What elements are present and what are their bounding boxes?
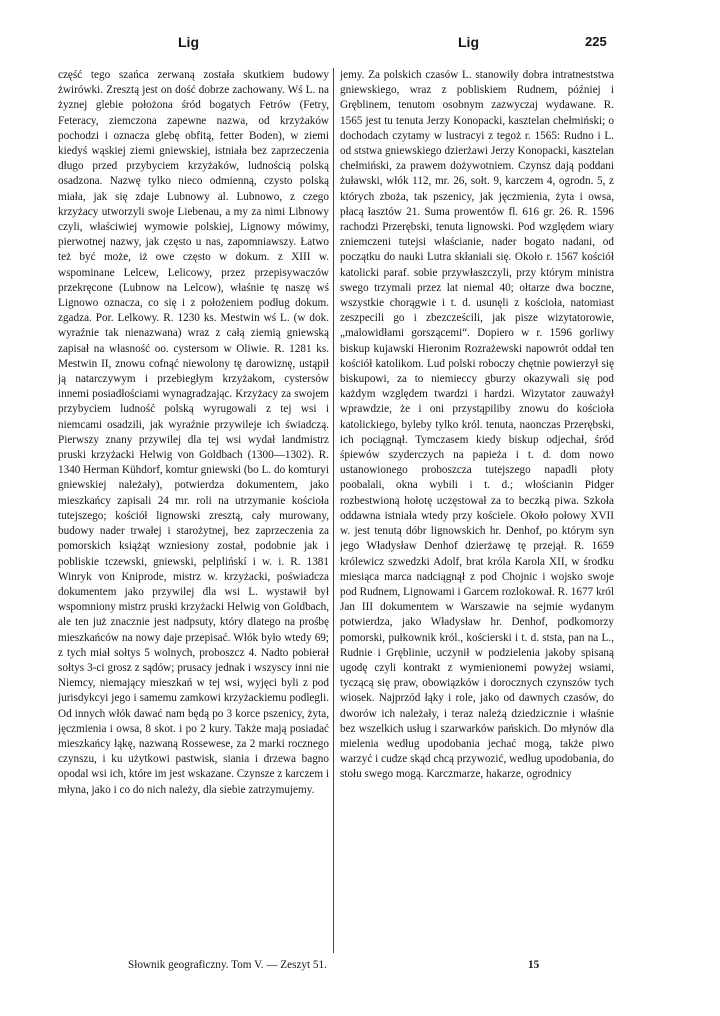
running-header [0,34,720,54]
column-divider [333,68,334,953]
header-left-title: Lig [178,34,199,50]
footer-sheet-number: 15 [528,959,540,971]
right-column-text: jemy. Za polskich czasów L. stanowiły dobra intratneststwa gniewskiego, wraz z pobliskiem Rudnem, później i Gręblinem, tenutom osobnym zazwyczaj wydawane. R. 1565 jest tu tenuta Jerzy Konopacki, kasztelan chełmiński; o dochodach czytamy w lustracyi z tegoż r. 1565: Rudno i L. od ststwa gniewskiego dzierżawi Jerzy Konopacki, kasztelan chełmiński, za prawem dożywotniem. Czynsz dają poddani żuławski, włók 112, mr. 26, sołt. 9, karczem 4, ogrodn. 5, z których zboża, tak pszenicy, jak jęczmienia, żyta i owsa, płacą łasztów 21. Suma prowentów fl. 616 gr. 26. R. 1596 rachodzi Przerębski, tenuta lignowski. Pod względem wiary zniemczeni tutejsi właścianie, nader bogato nadani, od początku do nauki Lutra skłaniali się. Około r. 1567 kościół katolicki paraf. sobie przywłaszczyli, przy którym ministra swego trzymali przez lat niemal 40; ołtarze dwa boczne, wszystkie chorągwie i t. d. usunęli z kościoła, natomiast zeszpecili go i zbezcześcili, jak pisze wizytatorowie, „malowidłami gorszącemi“. Dopiero w r. 1596 gorliwy biskup kujawski Hieronim Rozrażewski napowrót oddał ten kościół katolikom. Lud polski roboczy chętnie powierzył się biskupowi, za to niemieccy gburzy okazywali się pod każdym względem twardzi i hardzi. Wizytator zauważył wprawdzie, że i oni przystąpiliby znowu do kościoła katolickiego, byleby tylko król. tenuta, naonczas Przerębski, ich pociągnął. Tymczasem kiedy biskup odjechał, śród śpiewów szyderczych na papieża i t. d. dom nowo ustanowionego proboszcza tutejszego napadli płoty poobalali, okna wybili i t. d.; włościanin Pidger rozbestwioną hołotę uczęstował za to beczką piwa. Szkoła oddawna istniała wtedy przy kościele. Około połowy XVII w. jest tenutą dóbr lignowskich hr. Denhof, po którym syn jego Władysław Denhof dzierżawę tę przejął. R. 1659 królewicz szwedzki Adolf, brat króla Karola XII, w środku miesiąca marca nadciągnął z pod Chojnic i wojsko swoje pod Rudnem, Lignowami i Garcem rozlokował. R. 1677 król Jan III dokumentem w Warszawie na sejmie wydanym potwierdza, jako Władysław hr. Denhof, podkomorzy pomorski, pułkownik król., kościerski i t. d. ststa, pan na L., Rudnie i Gręblinie, uczynił w podzielenia jakoby spisaną ugodę czyli kontrakt z wymienionemi powyżej wsiami, tyczącą się praw, obowiązków i dorocznych czynszów tych wiosek. Najprzód łąky i role, jako od dawnych czasów, do dworów ich należały, i teraz należą dziedzicznie i właśnie bez wszelkich usług i szarwarków pańskich. Do młynów dla mielenia według upodobania jechać mogą, także piwo warzyć i cudze skąd chcą przywozić, według upodobania, do stołu swego mogą. Karczmarze, hakarze, ogrodnicy [340,69,614,781]
page-number: 225 [585,34,607,49]
header-center-title: Lig [458,34,479,50]
right-column [340,68,614,953]
left-column [58,68,329,953]
page-footer [0,959,720,977]
left-column-text: część tego szańca zerwaną została skutkiem budowy żwirówki. Zresztą jest on dość dobrze zachowany. Wś L. na żyznej glebie położona śród bogatych Fetrów (Fetry, Feteracy, ziemczona zapewne nazwa, od krzyżaków pochodzi i oznacza glebę obfitą, fetter Boden), w ziemi kiedyś wąskiej ziemi gniewskiej, istniała bez zaprzeczenia długo przed przybyciem krzyżaków, ludnością polską osadzona. Nazwę tylko nieco odmienną, czysto polską miała, jak się zdaje Lubnowy al. Lubnowo, z czego krzyżacy utworzyli swoje Liebenau, a my za nimi Libnowy czyli, właściwiej wymowie polskiej, Lignowy mówimy, pierwotnej nazwy, jak często u nas, zapomniawszy. Łatwo też być może, iż owe często w dokum. z XIII w. wspominane Lelcew, Lelicowy, przez przepisywaczów przekręcone (Lubnow na Lelcow), właśnie tę naszę wś Lignowo oznacza, co się i z położeniem podług dokum. zgadza. Por. Lelkowy. R. 1230 ks. Mestwin wś L. (w dok. wyraźnie tak nienazwana) wraz z całą ziemią gniewską zapisał na własność oo. cystersom w Oliwie. R. 1281 ks. Mestwin II, znowu cofnąć niewolony tę darowiznę, ustąpił ją natarczywym i przebiegłym krzyżakom, cystersów innemi posiadłościami wynagradzając. Krzyżacy za swojem przybyciem ludność polską wyrugowali z tej wsi i niemcami osadzili, jak wyraźnie przywileje ich świadczą. Pierwszy znany przywilej dla tej wsi wydał landmistrz pruski krzyżacki Helwig von Goldbach (1300—1302). R. 1340 Herman Kühdorf, komtur gniewski (bo L. do komturyi gniewskiej należały), potwierdza dokumentem, jako mieszkańcy zapisali 24 mr. roli na utrzymanie kościoła tutejszego; kościół lignowski zresztą, cały murowany, budowy nader trwałej i starożytnej, bez zaprzeczenia za pomorskich książąt wzniesiony został, podobnie jak i pobliskie tczewski, gniewski, pelplińskí i w. i. R. 1381 Winryk von Kniprode, mistrz w. krzyżacki, poświadcza dokumentem jako przywilej dla wsi L. wystawił był wspomniony mistrz pruski krzyżacki Helwig von Goldbach, ale ten już znacznie jest nadpsuty, który dlatego na prośbę mieszkańców na nowy daje przepisać. Włók było wtedy 69; z tych miał sołtys 5 wolnych, proboszcz 4. Nadto pobierał sołtys 3-ci grosz z sądów; prusacy jednak i wszyscy inni nie Niemcy, niemający mieszkań w tej wsi, wyjęci byli z pod jurisdykcyi jego i samemu zamkowi krzyżackiemu podlegli. Od innych włók dawać nam będą po 3 korce pszenicy, żyta, jęczmienia i owsa, 8 skot. i po 2 kury. Także mają posiadać mieszkańcy łąkę, nazwaną Rossewese, za 2 marki rocznego czynszu, i ku użytkowi pastwisk, siania i drzewa bagno opodal wsi ich, które im jest wskazane. Czynsze z karczem i młyna, jako i co do nich należy, dla siebie zatrzymujemy. [58,69,329,796]
footer-journal-title: Słownik geograficzny. Tom V. — Zeszyt 51. [128,959,327,971]
